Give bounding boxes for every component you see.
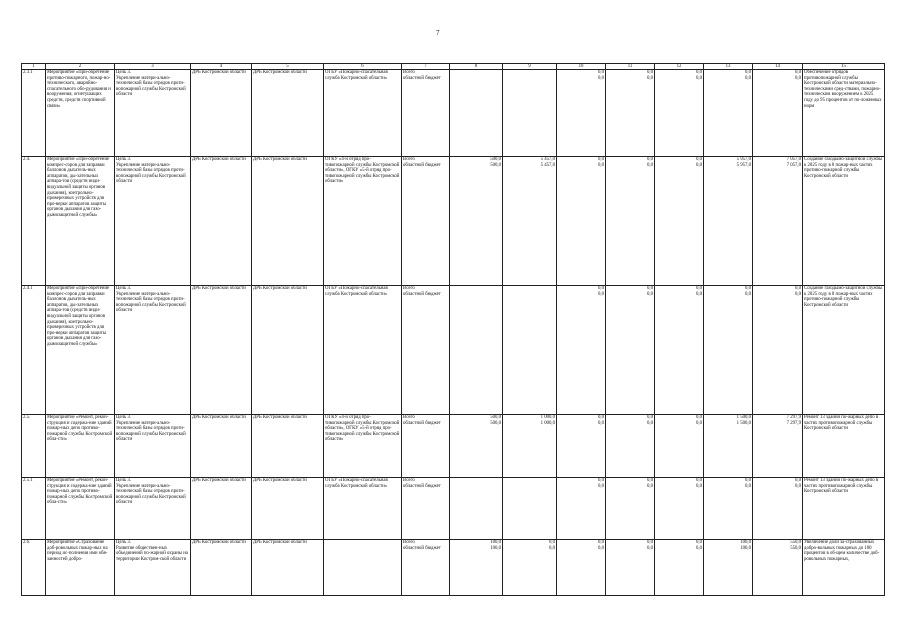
value-cell: 0,0 0,0: [557, 286, 606, 415]
participant: ОГБУ «Пожарно-спасательная служба Костромской области»: [324, 70, 402, 157]
value-cell: 100,0 100,0: [450, 540, 503, 596]
value-cell: 0,0 0,0: [655, 286, 704, 415]
value-cell: 0,0 0,0: [753, 478, 803, 540]
expected-result: Ремонт 13 зданий по-жарных депо в частях противопожарной службы Костромской области: [803, 415, 885, 478]
header-cell: 10: [557, 64, 606, 70]
value-cell: 0,0 0,0: [704, 70, 753, 157]
header-cell: 3: [115, 64, 191, 70]
value-cell: 0,0 0,0: [606, 415, 655, 478]
goal: Цель 3. Развитие обществен-ных объединений по-жарной охраны на территории Костром-ской области: [115, 540, 191, 596]
goal: Цель 3. Укрепление матери-ально-технической базы отрядов проти-вопожарной службы Костромской области: [115, 70, 191, 157]
coexecutor: ДРБ Костромской области: [252, 286, 324, 415]
coexecutor: ДРБ Костромской области: [252, 478, 324, 540]
header-cell: 5: [252, 64, 324, 70]
value-cell: 0,0 0,0: [557, 540, 606, 596]
funding-source: Всего областной бюджет: [402, 415, 450, 478]
table-row: [22, 157, 885, 286]
value-cell: 500,0 500,0: [450, 415, 503, 478]
funding-source: Всего областной бюджет: [402, 540, 450, 596]
row-number: 2.5.: [22, 415, 46, 478]
coexecutor: ДРБ Костромской области: [252, 415, 324, 478]
goal: Цель 3. Укрепление матери-ально-технической базы отрядов проти-вопожарной службы Костромской области: [115, 286, 191, 415]
value-cell: [450, 286, 503, 415]
header-cell: 1: [22, 64, 46, 70]
responsible: ДРБ Костромской области: [191, 157, 252, 286]
value-cell: 1 500,0 1 500,0: [704, 415, 753, 478]
funding-source: Всего областной бюджет: [402, 286, 450, 415]
value-cell: 0,0 0,0: [503, 540, 557, 596]
measure-name: Мероприятие «Страхование доб-ровольных пожар-ных на период ис-полнения ими обя-занностей добро-: [46, 540, 115, 596]
table-row: [22, 478, 885, 540]
table-row: [22, 70, 885, 157]
participant: [324, 540, 402, 596]
measure-name: Мероприятие «При-обретение компрес-соров для заправки баллонов дыхатель-ных аппаратов, ды-хательных аппара-тов (средств инди-видуальной защиты органов дыхания), контрольно-проверочных устройств для про-верки аппаратов защиты органов дыхания для газо-дымозащитной службы»: [46, 286, 115, 415]
expected-result: Увеличение доли за-страхованных добро-вольных пожарных до 100 процентов в об-щем количестве доб-ровольных пожарных,: [803, 540, 885, 596]
header-cell: 12: [655, 64, 704, 70]
row-number: 2.5.1: [22, 478, 46, 540]
header-cell: 2: [46, 64, 115, 70]
header-cell: 7: [402, 64, 450, 70]
row-number: 2.3.1: [22, 70, 46, 157]
value-cell: [503, 478, 557, 540]
measure-name: Мероприятие «При-обретение противо-пожарного, пожар-но-технического, аварийно-спасательного обо-рудования и вооружения, огнетушащих средств, средств спортивной связи»: [46, 70, 115, 157]
expected-result: Обеспечение отрядов противопожарной службы Костромской области материально-техническими сред-ствами, пожарно-техническим вооружением к 2025 году до 95 процентов от по-ложенных норм: [803, 70, 885, 157]
value-cell: 1 000,0 1 000,0: [503, 415, 557, 478]
header-cell: 11: [606, 64, 655, 70]
row-number: 2.6.: [22, 540, 46, 596]
value-cell: 5 957,0 5 957,0: [704, 157, 753, 286]
participant: ОГКУ «4-й отряд про-тивопожарной службы Костромской области», ОГКУ «5-й отряд про-тивопожарной службы Костромской области»: [324, 415, 402, 478]
table-row: [22, 540, 885, 596]
value-cell: 550,0 550,0: [753, 540, 803, 596]
value-cell: 0,0 0,0: [606, 286, 655, 415]
value-cell: 0,0 0,0: [606, 478, 655, 540]
value-cell: 0,0 0,0: [557, 157, 606, 286]
row-number: 2.4.: [22, 157, 46, 286]
value-cell: 0,0 0,0: [557, 415, 606, 478]
value-cell: 0,0 0,0: [655, 415, 704, 478]
header-cell: 14: [753, 64, 803, 70]
funding-source: Всего областной бюджет: [402, 157, 450, 286]
participant: ОГКУ «4-й отряд про-тивопожарной службы Костромской области», ОГКУ «5-й отряд про-тивопожарной службы Костромской области»: [324, 157, 402, 286]
value-cell: 0,0 0,0: [606, 70, 655, 157]
participant: ОГБУ «Пожарно-спасательная служба Костромской области»: [324, 286, 402, 415]
value-cell: 100,0 100,0: [704, 540, 753, 596]
expected-result: Создание газодымо-защитной службы к 2025 году в 8 пожар-ных частях противо-пожарной службы Костромской области: [803, 157, 885, 286]
value-cell: 0,0 0,0: [655, 157, 704, 286]
value-cell: [503, 70, 557, 157]
header-cell: 8: [450, 64, 503, 70]
responsible: ДРБ Костромской области: [191, 286, 252, 415]
header-cell: 6: [324, 64, 402, 70]
value-cell: [503, 286, 557, 415]
value-cell: 0,0 0,0: [704, 286, 753, 415]
measure-name: Мероприятие «При-обретение компрес-соров для заправки баллонов дыхатель-ных аппаратов, ды-хательных аппара-тов (средств инди-видуальной защиты органов дыхания), контрольно-проверочных устройств для про-верки аппаратов защиты органов дыхания для газо-дымозащитной службы»: [46, 157, 115, 286]
coexecutor: ДРБ Костромской области: [252, 70, 324, 157]
funding-source: Всего областной бюджет: [402, 70, 450, 157]
page-number: 7: [436, 29, 440, 37]
expected-result: Ремонт 13 зданий по-жарных депо в частях противопожарной службы Костромской области: [803, 478, 885, 540]
program-table: [21, 63, 885, 596]
value-cell: 0,0 0,0: [655, 478, 704, 540]
value-cell: 0,0 0,0: [655, 70, 704, 157]
expected-result: Создание газодымо-защитной службы к 2025 году в 8 пожар-ных частях противо-пожарной службы Костромской области: [803, 286, 885, 415]
value-cell: 0,0 0,0: [753, 70, 803, 157]
header-cell: 15: [803, 64, 885, 70]
goal: Цель 3. Укрепление матери-ально-технической базы отрядов проти-вопожарной службы Костромской области: [115, 157, 191, 286]
value-cell: 0,0 0,0: [753, 286, 803, 415]
value-cell: 0,0 0,0: [655, 540, 704, 596]
row-number: 2.4.1: [22, 286, 46, 415]
value-cell: 0,0 0,0: [557, 70, 606, 157]
responsible: ДРБ Костромской области: [191, 540, 252, 596]
funding-source: Всего областной бюджет: [402, 478, 450, 540]
goal: Цель 3. Укрепление матери-ально-технической базы отрядов проти-вопожарной службы Костромской области: [115, 415, 191, 478]
value-cell: [450, 70, 503, 157]
coexecutor: ДРБ Костромской области: [252, 540, 324, 596]
value-cell: 0,0 0,0: [557, 478, 606, 540]
value-cell: 0,0 0,0: [606, 540, 655, 596]
value-cell: 7 297,9 7 297,9: [753, 415, 803, 478]
header-cell: 9: [503, 64, 557, 70]
measure-name: Мероприятие «Ремонт, рекон-струкция и содержа-ние зданий пожар-ных депо противо-пожарной службы Костромской обла-сти»: [46, 415, 115, 478]
table-row: [22, 286, 885, 415]
header-cell: 4: [191, 64, 252, 70]
participant: ОГБУ «Пожарно-спасательная служба Костромской области»: [324, 478, 402, 540]
table-row: [22, 415, 885, 478]
value-cell: 500,0 500,0: [450, 157, 503, 286]
value-cell: [450, 478, 503, 540]
goal: Цель 3. Укрепление матери-ально-технической базы отрядов проти-вопожарной службы Костромской области: [115, 478, 191, 540]
measure-name: Мероприятие «Ремонт, рекон-струкция и содержа-ние зданий пожар-ных депо противо-пожарной службы Костромской обла-сти»: [46, 478, 115, 540]
value-cell: 5 457,0 5 457,0: [503, 157, 557, 286]
value-cell: 0,0 0,0: [704, 478, 753, 540]
responsible: ДРБ Костромской области: [191, 478, 252, 540]
responsible: ДРБ Костромской области: [191, 415, 252, 478]
value-cell: 0,0 0,0: [606, 157, 655, 286]
coexecutor: ДРБ Костромской области: [252, 157, 324, 286]
value-cell: 7 057,0 7 057,0: [753, 157, 803, 286]
responsible: ДРБ Костромской области: [191, 70, 252, 157]
header-cell: 13: [704, 64, 753, 70]
